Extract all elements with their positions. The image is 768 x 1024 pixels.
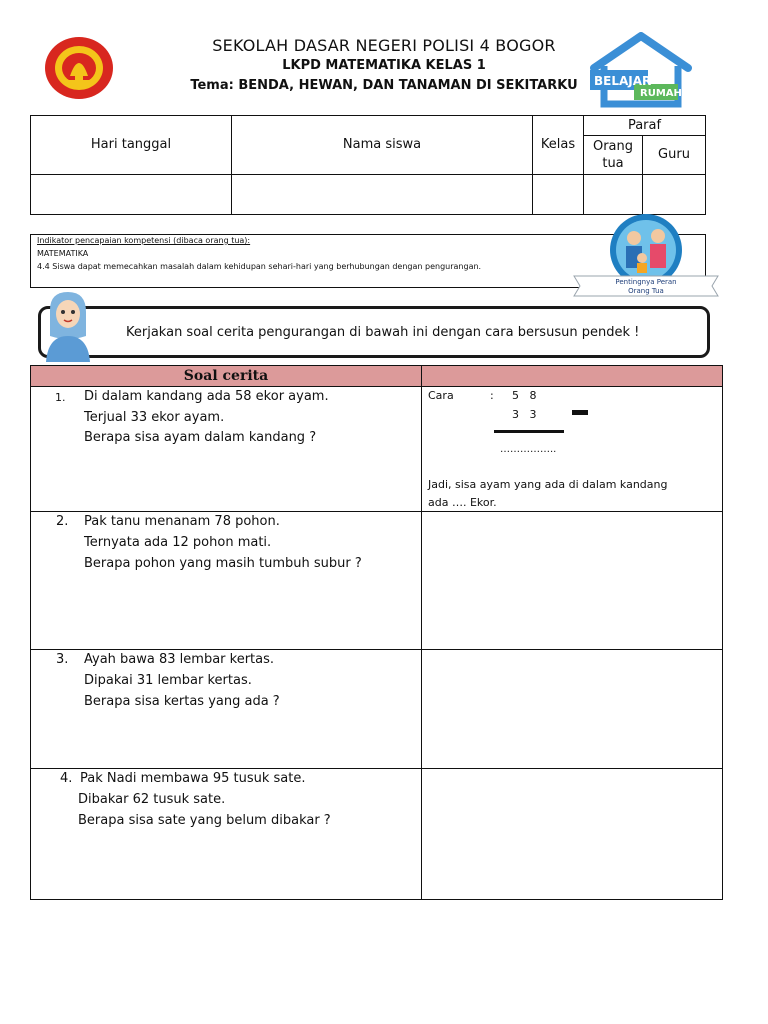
problem-2-number: 2. xyxy=(56,514,69,529)
date-label: Hari tanggal xyxy=(31,116,232,175)
family-illustration-icon xyxy=(572,214,720,300)
logo-right-text-1: BELAJAR xyxy=(594,74,652,88)
problem-1-number: 1. xyxy=(55,391,66,404)
worksheet-title: LKPD MATEMATIKA KELAS 1 xyxy=(282,58,486,73)
problem-4-number: 4. xyxy=(60,771,73,786)
answer-2-cell[interactable] xyxy=(422,512,723,650)
house-logo-icon xyxy=(588,32,694,110)
problem-2-line-3: Berapa pohon yang masih tumbuh subur ? xyxy=(84,556,362,571)
parent-label xyxy=(584,136,643,174)
problem-2-line-1: Pak tanu menanam 78 pohon. xyxy=(84,514,280,529)
problem-1-cell xyxy=(31,387,422,512)
problem-3-cell xyxy=(31,650,422,769)
problem-4-line-1: Pak Nadi membawa 95 tusuk sate. xyxy=(80,771,306,786)
answer-1-cell[interactable] xyxy=(422,387,723,512)
problem-4-cell xyxy=(31,769,422,900)
problem-3-line-1: Ayah bawa 83 lembar kertas. xyxy=(84,652,275,667)
name-field[interactable] xyxy=(232,174,533,214)
problems-header: Soal cerita xyxy=(31,366,422,387)
result-line xyxy=(494,430,564,433)
logo-right-text-2: RUMAH xyxy=(640,88,682,99)
problem-3-line-3: Berapa sisa kertas yang ada ? xyxy=(84,694,280,709)
answer-3-cell[interactable] xyxy=(422,650,723,769)
student-info-table xyxy=(30,115,706,215)
instruction-text: Kerjakan soal cerita pengurangan di bawah ini dengan cara bersusun pendek ! xyxy=(126,325,640,340)
class-label: Kelas xyxy=(533,116,584,175)
theme-title: Tema: BENDA, HEWAN, DAN TANAMAN DI SEKITARKU xyxy=(190,78,578,93)
banner-line-1: Pentingnya Peran xyxy=(615,278,677,286)
example-cara-label: Cara xyxy=(428,389,454,402)
example-dots: …………….. xyxy=(500,444,557,455)
school-logo-icon xyxy=(44,36,114,100)
parent-label-2: tua xyxy=(602,155,624,171)
example-answer-line-1: Jadi, sisa ayam yang ada di dalam kandang xyxy=(428,478,668,491)
parent-sign-field[interactable] xyxy=(584,174,643,214)
example-top-digits: 5 8 xyxy=(512,389,537,402)
indicator-subject: MATEMATIKA xyxy=(37,249,89,258)
problem-2-cell xyxy=(31,512,422,650)
indicator-title: Indikator pencapaian kompetensi (dibaca orang tua): xyxy=(37,236,251,245)
problem-3-line-2: Dipakai 31 lembar kertas. xyxy=(84,673,252,688)
indicator-competency: 4.4 Siswa dapat memecahkan masalah dalam kehidupan sehari-hari yang berhubungan dengan pengurangan. xyxy=(37,262,482,271)
student-girl-icon xyxy=(40,290,92,362)
problem-4-line-2: Dibakar 62 tusuk sate. xyxy=(78,792,226,807)
class-field[interactable] xyxy=(533,174,584,214)
problem-3-number: 3. xyxy=(56,652,69,667)
answer-4-cell[interactable] xyxy=(422,769,723,900)
answer-header xyxy=(422,366,723,387)
example-bottom-digits: 3 3 xyxy=(512,408,537,421)
teacher-label: Guru xyxy=(643,136,706,174)
problem-2-line-2: Ternyata ada 12 pohon mati. xyxy=(84,535,272,550)
teacher-sign-field[interactable] xyxy=(643,174,706,214)
sign-label: Paraf xyxy=(584,116,706,136)
example-colon: : xyxy=(490,389,494,402)
problem-1-line-1: Di dalam kandang ada 58 ekor ayam. xyxy=(84,389,329,404)
banner-line-2: Orang Tua xyxy=(628,287,664,295)
school-name: SEKOLAH DASAR NEGERI POLISI 4 BOGOR xyxy=(212,36,556,55)
minus-sign-icon xyxy=(572,410,588,415)
name-label: Nama siswa xyxy=(232,116,533,175)
date-field[interactable] xyxy=(31,174,232,214)
problem-1-line-2: Terjual 33 ekor ayam. xyxy=(84,410,225,425)
parent-label-1: Orang xyxy=(592,138,634,154)
problem-4-line-3: Berapa sisa sate yang belum dibakar ? xyxy=(78,813,331,828)
problem-1-line-3: Berapa sisa ayam dalam kandang ? xyxy=(84,430,317,445)
example-answer-line-2: ada …. Ekor. xyxy=(428,496,497,509)
